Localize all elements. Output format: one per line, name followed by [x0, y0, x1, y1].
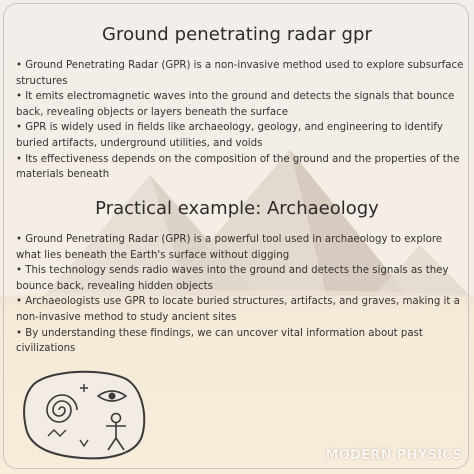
intro-bullet-item: • Its effectiveness depends on the composition of the ground and the properties of the materials beneath	[16, 153, 460, 181]
example-bullet-item: • This technology sends radio waves into the ground and detects the signals as they bounce back, revealing hidden objects	[16, 265, 449, 292]
page-title: Ground penetrating radar gpr	[101, 24, 373, 45]
intro-bullet-list	[16, 58, 464, 183]
example-bullet-item: • Ground Penetrating Radar (GPR) is a powerful tool used in archaeology to explore what lies beneath the Earth's surface without digging	[16, 234, 443, 261]
example-bullet-list	[16, 232, 464, 357]
intro-bullet-item: • Ground Penetrating Radar (GPR) is a non-invasive method used to explore subsurface structures	[16, 60, 464, 87]
intro-bullet-item: • GPR is widely used in fields like archaeology, geology, and engineering to identify buried artifacts, underground utilities, and voids	[16, 122, 443, 149]
intro-bullet-item: • It emits electromagnetic waves into the ground and detects the signals that bounce back, revealing objects or layers beneath the surface	[16, 91, 455, 118]
stone-tablet-icon	[20, 366, 150, 462]
section-title: Practical example: Archaeology	[95, 198, 379, 219]
example-bullet-item: • Archaeologists use GPR to locate buried structures, artifacts, and graves, making it a non-invasive method to study ancient sites	[16, 296, 460, 323]
example-bullet-item: • By understanding these findings, we can uncover vital information about past civilizations	[16, 327, 423, 355]
brand-watermark: MODERN PHYSICS	[325, 448, 462, 463]
